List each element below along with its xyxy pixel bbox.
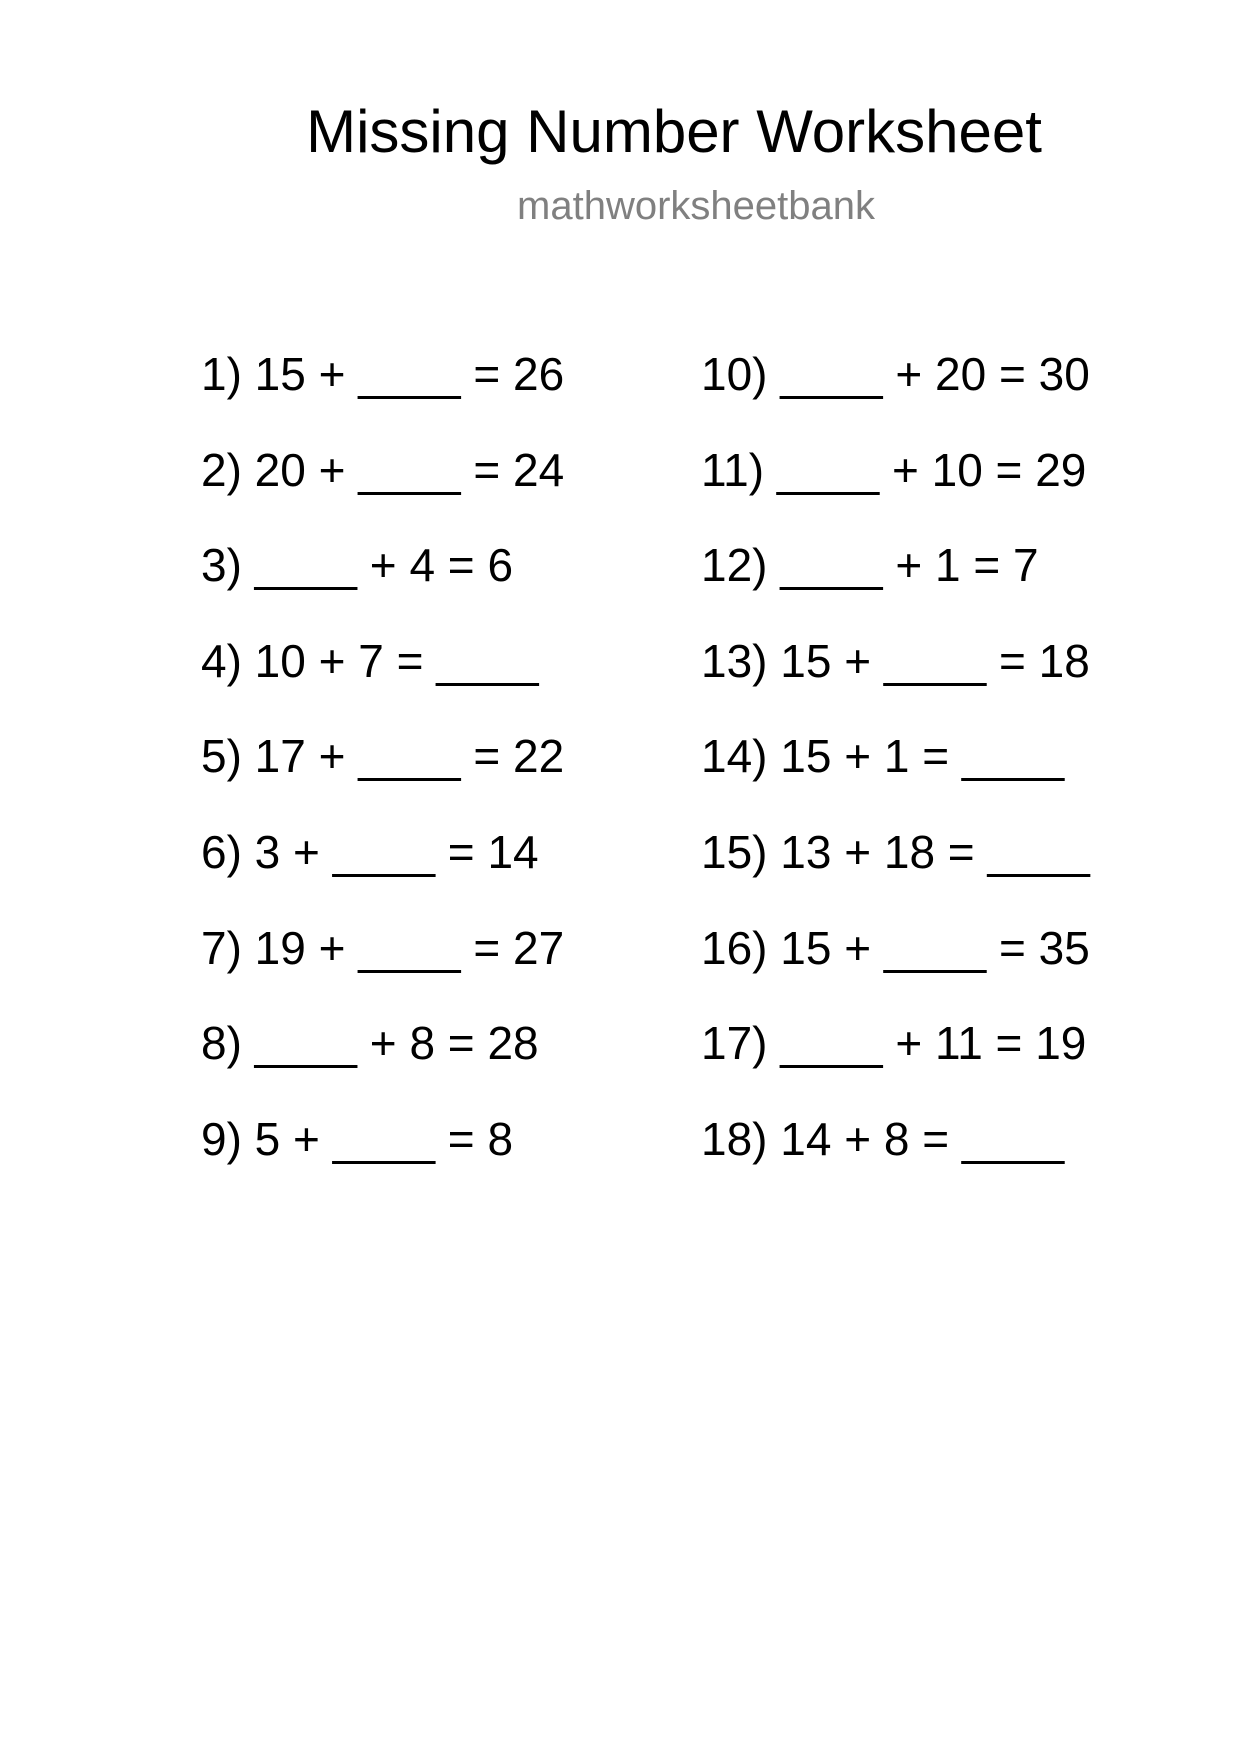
worksheet-title: Missing Number Worksheet bbox=[306, 98, 1042, 165]
problems-right-column bbox=[701, 346, 1090, 1206]
problem-7: 7) 19 + ____ = 27 bbox=[201, 921, 565, 974]
problem-11: 11) ____ + 10 = 29 bbox=[701, 443, 1087, 496]
problem-6: 6) 3 + ____ = 14 bbox=[201, 825, 539, 878]
problem-4: 4) 10 + 7 = ____ bbox=[201, 634, 539, 687]
problem-10: 10) ____ + 20 = 30 bbox=[701, 348, 1090, 400]
problems-left-column bbox=[201, 346, 564, 1206]
problem-18: 18) 14 + 8 = ____ bbox=[701, 1112, 1065, 1165]
problem-8: 8) ____ + 8 = 28 bbox=[201, 1017, 539, 1070]
problem-9: 9) 5 + ____ = 8 bbox=[201, 1112, 514, 1165]
problem-1: 1) 15 + ____ = 26 bbox=[201, 348, 565, 400]
problem-14: 14) 15 + 1 = ____ bbox=[701, 730, 1065, 783]
problem-12: 12) ____ + 1 = 7 bbox=[701, 539, 1039, 592]
problem-17: 17) ____ + 11 = 19 bbox=[701, 1017, 1087, 1070]
worksheet-source: mathworksheetbank bbox=[517, 184, 875, 228]
problem-5: 5) 17 + ____ = 22 bbox=[201, 730, 565, 783]
problem-2: 2) 20 + ____ = 24 bbox=[201, 443, 565, 496]
problem-15: 15) 13 + 18 = ____ bbox=[701, 825, 1090, 878]
problem-3: 3) ____ + 4 = 6 bbox=[201, 539, 514, 592]
problem-16: 16) 15 + ____ = 35 bbox=[701, 921, 1090, 974]
problem-13: 13) 15 + ____ = 18 bbox=[701, 634, 1090, 687]
